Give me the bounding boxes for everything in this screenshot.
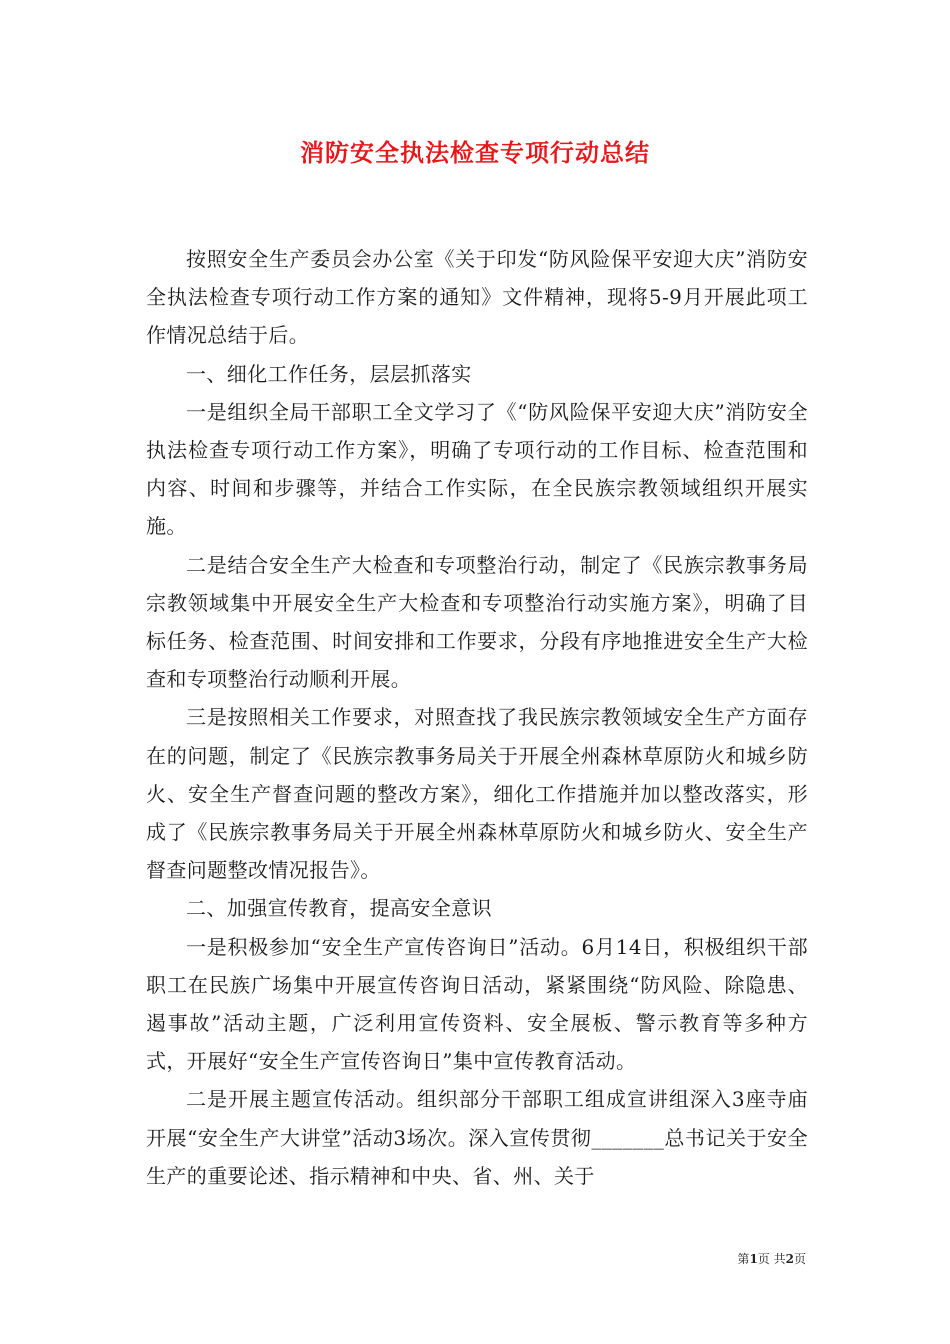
intro-paragraph: 按照安全生产委员会办公室《关于印发“防风险保平安迎大庆”消防安全执法检查专项行动工作方案的通知》文件精神，现将5-9月开展此项工作情况总结于后。	[146, 247, 808, 348]
document-body	[146, 240, 808, 1195]
paragraph: 三是按照相关工作要求，对照查找了我民族宗教领域安全生产方面存在的问题，制定了《民族宗教事务局关于开展全州森林草原防火和城乡防火、安全生产督查问题的整改方案》，细化工作措施并加以整改落实，形成了《民族宗教事务局关于开展全州森林草原防火和城乡防火、安全生产督查问题整改情况报告》。	[146, 705, 808, 883]
current-page-number: 1	[749, 1252, 758, 1266]
paragraph: 二是开展主题宣传活动。组织部分干部职工组成宣讲组深入3座寺庙开展“安全生产大讲堂”活动3场次。深入宣传贯彻_______总书记关于安全生产的重要论述、指示精神和中央、省、州、关于	[146, 1087, 808, 1188]
total-pages-number: 2	[785, 1252, 794, 1266]
footer-suffix: 页	[793, 1252, 806, 1266]
paragraph: 一是组织全局干部职工全文学习了《“防风险保平安迎大庆”消防安全执法检查专项行动工作方案》，明确了专项行动的工作目标、检查范围和内容、时间和步骤等，并结合工作实际，在全民族宗教领域组织开展实施。	[146, 399, 808, 539]
footer-middle: 页 共	[757, 1252, 786, 1266]
page-number-footer	[737, 1250, 806, 1267]
paragraph: 一是积极参加“安全生产宣传咨询日”活动。6月14日，积极组织干部职工在民族广场集中开展宣传咨询日活动，紧紧围绕“防风险、除隐患、遏事故”活动主题，广泛利用宣传资料、安全展板、警示教育等多种方式，开展好“安全生产宣传咨询日”集中宣传教育活动。	[146, 934, 808, 1074]
paragraph: 二是结合安全生产大检查和专项整治行动，制定了《民族宗教事务局宗教领域集中开展安全生产大检查和专项整治行动实施方案》，明确了目标任务、检查范围、时间安排和工作要求，分段有序地推进安全生产大检查和专项整治行动顺利开展。	[146, 552, 808, 692]
footer-prefix: 第	[737, 1252, 750, 1266]
section-heading-1: 一、细化工作任务，层层抓落实	[186, 361, 472, 386]
section-heading-2: 二、加强宣传教育，提高安全意识	[186, 896, 492, 921]
document-title: 消防安全执法检查专项行动总结	[300, 139, 650, 167]
